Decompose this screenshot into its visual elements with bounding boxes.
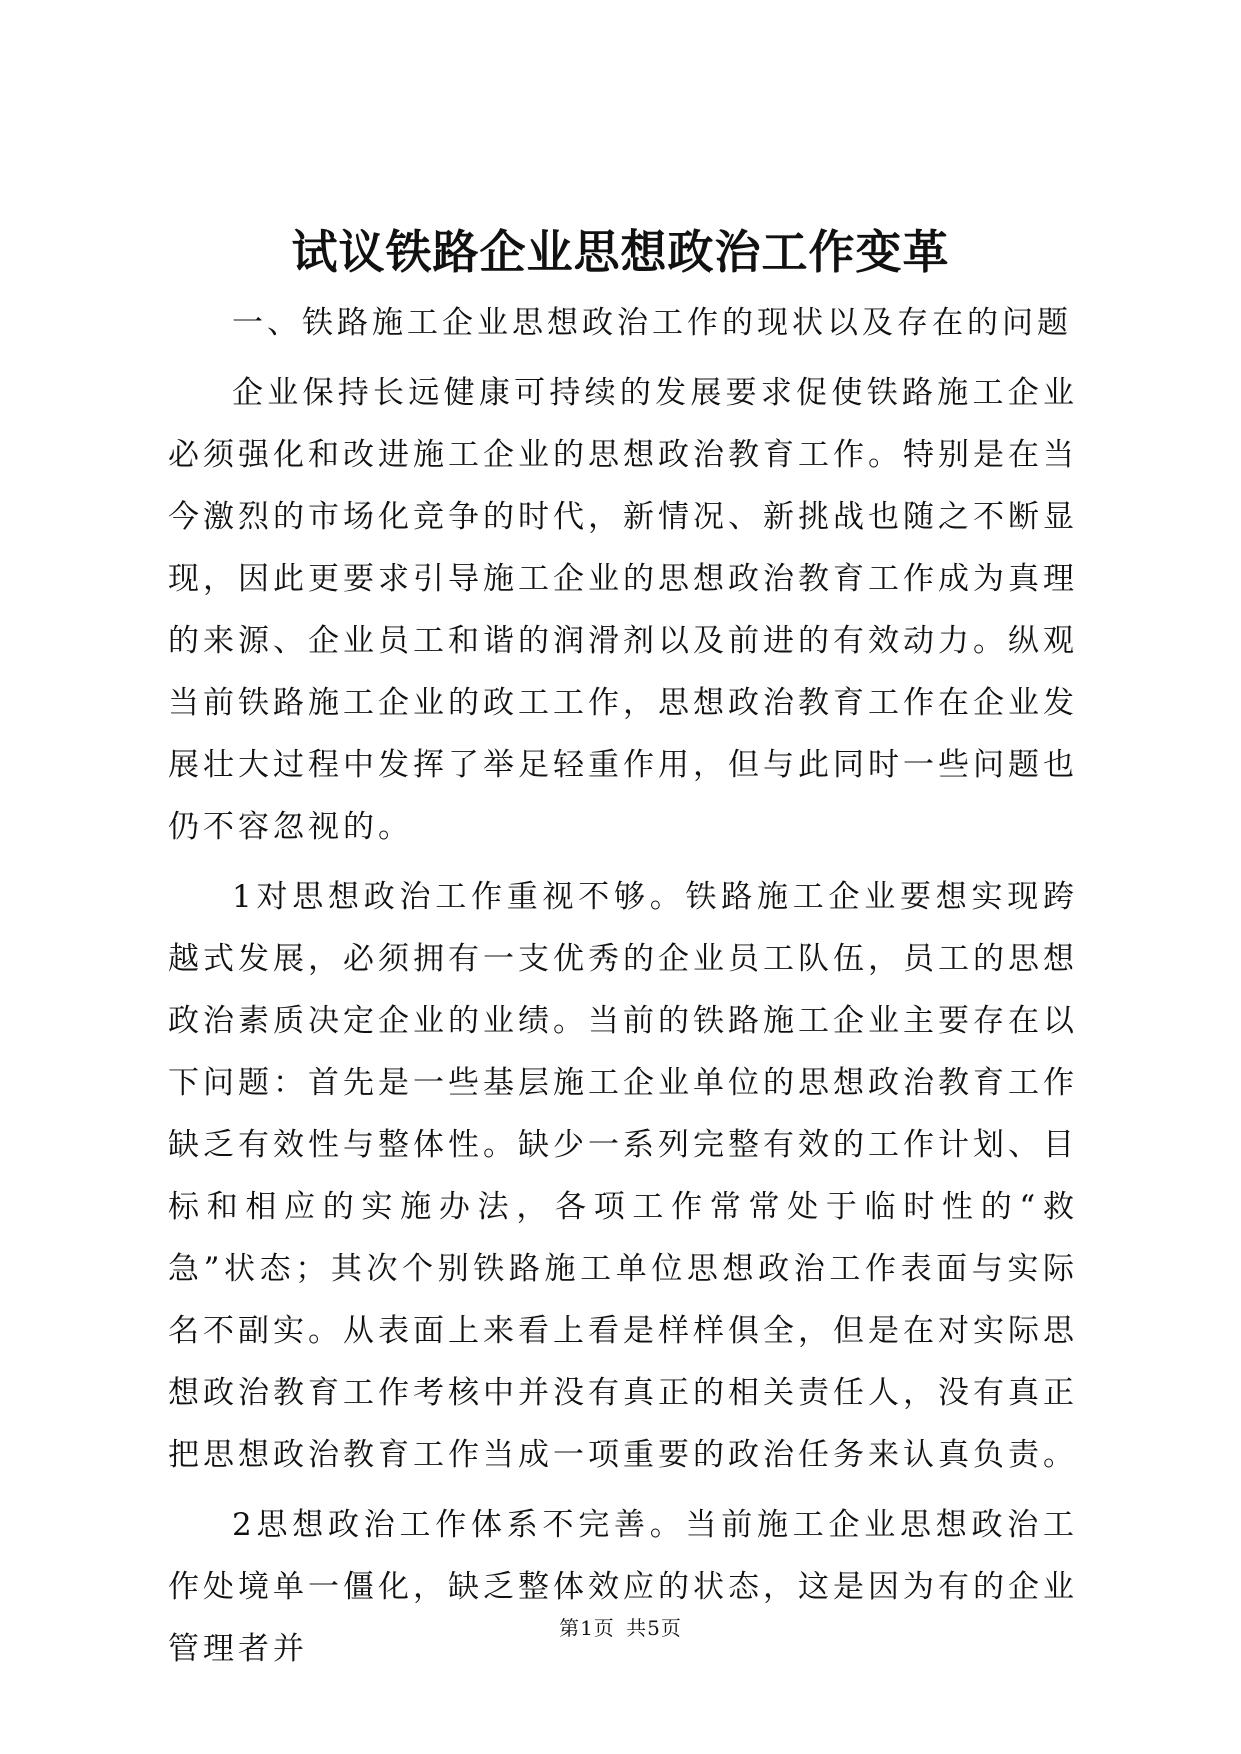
page-footer <box>0 1614 1241 1642</box>
document-body <box>168 292 1078 1688</box>
section-heading: 一、铁路施工企业思想政治工作的现状以及存在的问题 <box>232 305 1072 341</box>
page-total: 共5页 <box>626 1616 682 1640</box>
paragraph-point-2: 2思想政治工作体系不完善。当前施工企业思想政治工作处境单一僵化，缺乏整体效应的状态，这是因为有的企业管理者并 <box>168 1507 1078 1667</box>
paragraph-point-1: 1对思想政治工作重视不够。铁路施工企业要想实现跨越式发展，必须拥有一支优秀的企业员工队伍，员工的思想政治素质决定企业的业绩。当前的铁路施工企业主要存在以下问题：首先是一些基层施工企业单位的思想政治教育工作缺乏有效性与整体性。缺少一系列完整有效的工作计划、目标和相应的实施办法，各项工作常常处于临时性的“救急”状态；其次个别铁路施工单位思想政治工作表面与实际名不副实。从表面上来看上看是样样俱全，但是在对实际思想政治教育工作考核中并没有真正的相关责任人，没有真正把思想政治教育工作当成一项重要的政治任务来认真负责。 <box>168 879 1078 1473</box>
document-title: 试议铁路企业思想政治工作变革 <box>291 225 950 279</box>
paragraph-intro: 企业保持长远健康可持续的发展要求促使铁路施工企业必须强化和改进施工企业的思想政治教育工作。特别是在当今激烈的市场化竞争的时代，新情况、新挑战也随之不断显现，因此更要求引导施工企业的思想政治教育工作成为真理的来源、企业员工和谐的润滑剂以及前进的有效动力。纵观当前铁路施工企业的政工工作，思想政治教育工作在企业发展壮大过程中发挥了举足轻重作用，但与此同时一些问题也仍不容忽视的。 <box>168 375 1078 845</box>
page-number: 第1页 <box>559 1616 615 1640</box>
